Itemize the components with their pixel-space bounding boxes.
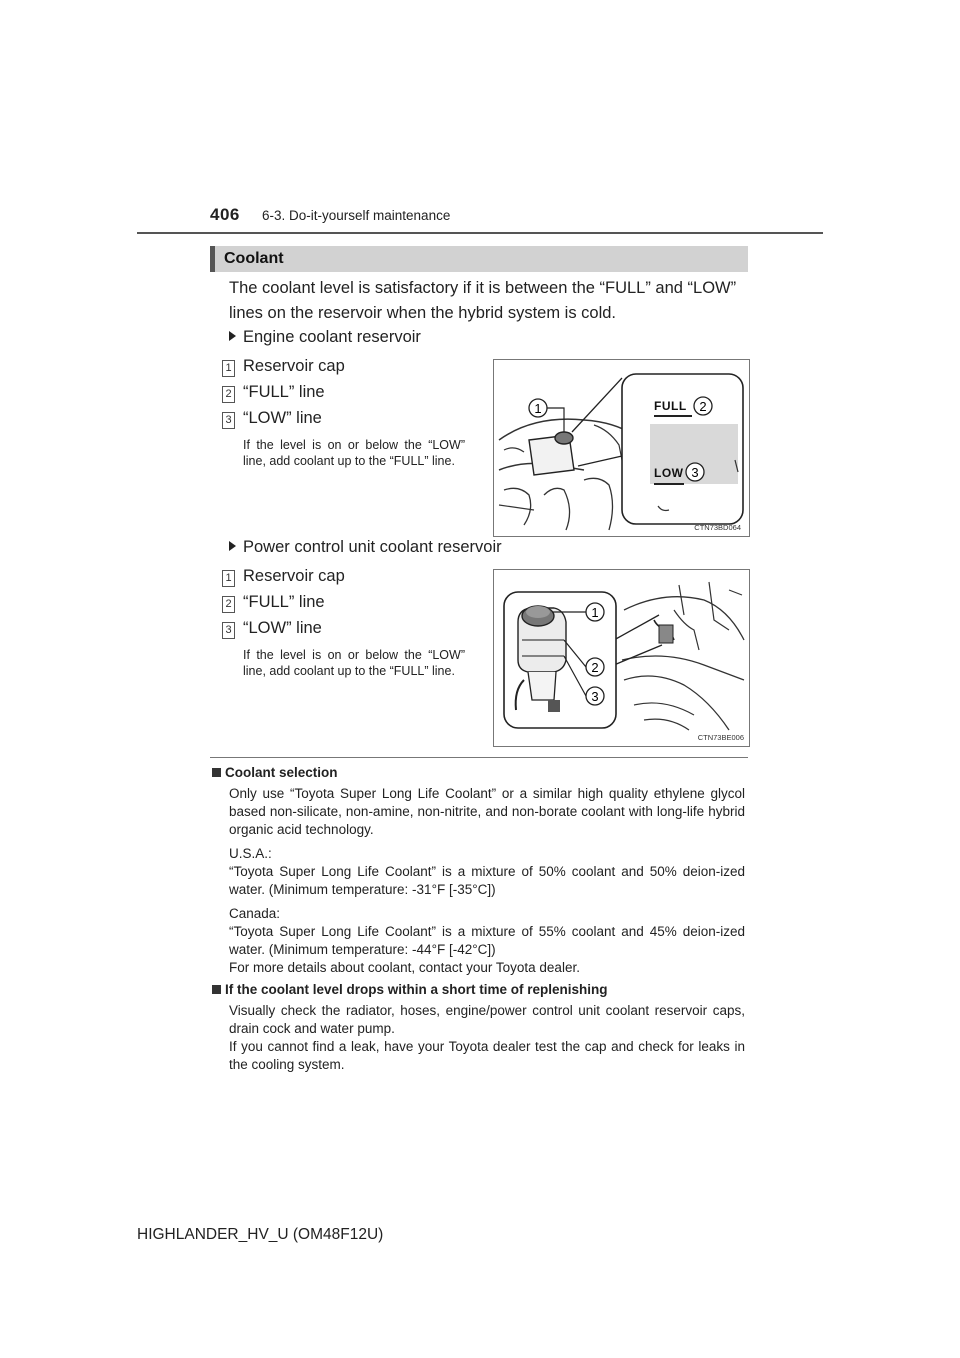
- pcu-figure-callout-1: 1: [591, 605, 599, 620]
- more-details-text: For more details about coolant, contact your Toyota dealer.: [229, 960, 580, 975]
- arrow-icon: [229, 541, 236, 551]
- engine-note: If the level is on or below the “LOW” line, add coolant up to the “FULL” line.: [243, 438, 465, 468]
- square-bullet-icon: [212, 768, 221, 777]
- pcu-figure-callout-3: 3: [591, 689, 599, 704]
- engine-reservoir-illustration: [494, 360, 749, 536]
- pcu-item-low-line: “LOW” line: [243, 619, 322, 637]
- pcu-reservoir-title: [229, 538, 502, 557]
- engine-item-full-line: “FULL” line: [243, 383, 325, 401]
- footer-model: HIGHLANDER_HV_U (OM48F12U): [137, 1226, 384, 1243]
- engine-figure-callout-1: 1: [534, 401, 542, 416]
- header-rule: [137, 232, 823, 234]
- square-bullet-icon: [212, 985, 221, 994]
- engine-figure-callout-3: 3: [691, 465, 699, 480]
- usa-text: “Toyota Super Long Life Coolant” is a mixture of 50% coolant and 50% deion-ized water. (Minimum temperature: -31°F [-35°C]): [229, 864, 745, 897]
- pcu-figure-callout-2: 2: [591, 660, 599, 675]
- engine-figure-callout-2: 2: [699, 399, 707, 414]
- arrow-icon: [229, 331, 236, 341]
- coolant-selection-title: [212, 765, 338, 780]
- callout-number-1: 1: [222, 570, 235, 587]
- usa-label: U.S.A.:: [229, 846, 272, 861]
- pcu-reservoir-illustration: [494, 570, 749, 746]
- level-drops-paragraph-2: If you cannot find a leak, have your Toyota dealer test the cap and check for leaks in the cooling system.: [229, 1039, 745, 1072]
- canada-text: “Toyota Super Long Life Coolant” is a mixture of 55% coolant and 45% deion-ized water. (Minimum temperature: -44°F [-42°C]): [229, 924, 745, 957]
- coolant-heading: Coolant: [224, 250, 284, 267]
- pcu-figure-code: CTN73BE006: [697, 733, 744, 742]
- callout-number-2: 2: [222, 386, 235, 403]
- full-marking: FULL: [654, 399, 687, 413]
- intro-paragraph: The coolant level is satisfactory if it is between the “FULL” and “LOW” lines on the reservoir when the hybrid system is cold.: [229, 279, 737, 322]
- engine-item-low-line: “LOW” line: [243, 409, 322, 427]
- engine-reservoir-title-text: Engine coolant reservoir: [243, 328, 421, 346]
- low-marking: LOW: [654, 466, 684, 480]
- engine-reservoir-figure: [493, 359, 750, 537]
- engine-item-reservoir-cap: Reservoir cap: [243, 357, 345, 375]
- level-drops-paragraph-1: Visually check the radiator, hoses, engine/power control unit coolant reservoir caps, drain cock and water pump.: [229, 1003, 745, 1036]
- pcu-item-reservoir-cap: Reservoir cap: [243, 567, 345, 585]
- callout-number-2: 2: [222, 596, 235, 613]
- coolant-heading-bar: [210, 246, 748, 272]
- section-divider: [210, 757, 748, 758]
- pcu-reservoir-figure: [493, 569, 750, 747]
- coolant-selection-paragraph: Only use “Toyota Super Long Life Coolant” or a similar high quality ethylene glycol based non-silicate, non-amine, non-nitrite, and non-borate coolant with long-life hybrid organic acid technology.: [229, 786, 745, 837]
- section-title: 6-3. Do-it-yourself maintenance: [262, 208, 451, 223]
- level-drops-title: [212, 982, 608, 997]
- callout-number-1: 1: [222, 360, 235, 377]
- coolant-selection-title-text: Coolant selection: [225, 765, 338, 780]
- canada-label: Canada:: [229, 906, 281, 921]
- pcu-item-full-line: “FULL” line: [243, 593, 325, 611]
- pcu-reservoir-title-text: Power control unit coolant reservoir: [243, 538, 502, 556]
- pcu-note: If the level is on or below the “LOW” line, add coolant up to the “FULL” line.: [243, 648, 465, 678]
- callout-number-3: 3: [222, 622, 235, 639]
- callout-number-3: 3: [222, 412, 235, 429]
- engine-figure-code: CTN73BD064: [694, 523, 741, 532]
- engine-reservoir-title: [229, 328, 421, 347]
- page-number: 406: [210, 205, 240, 224]
- level-drops-title-text: If the coolant level drops within a short time of replenishing: [225, 982, 608, 997]
